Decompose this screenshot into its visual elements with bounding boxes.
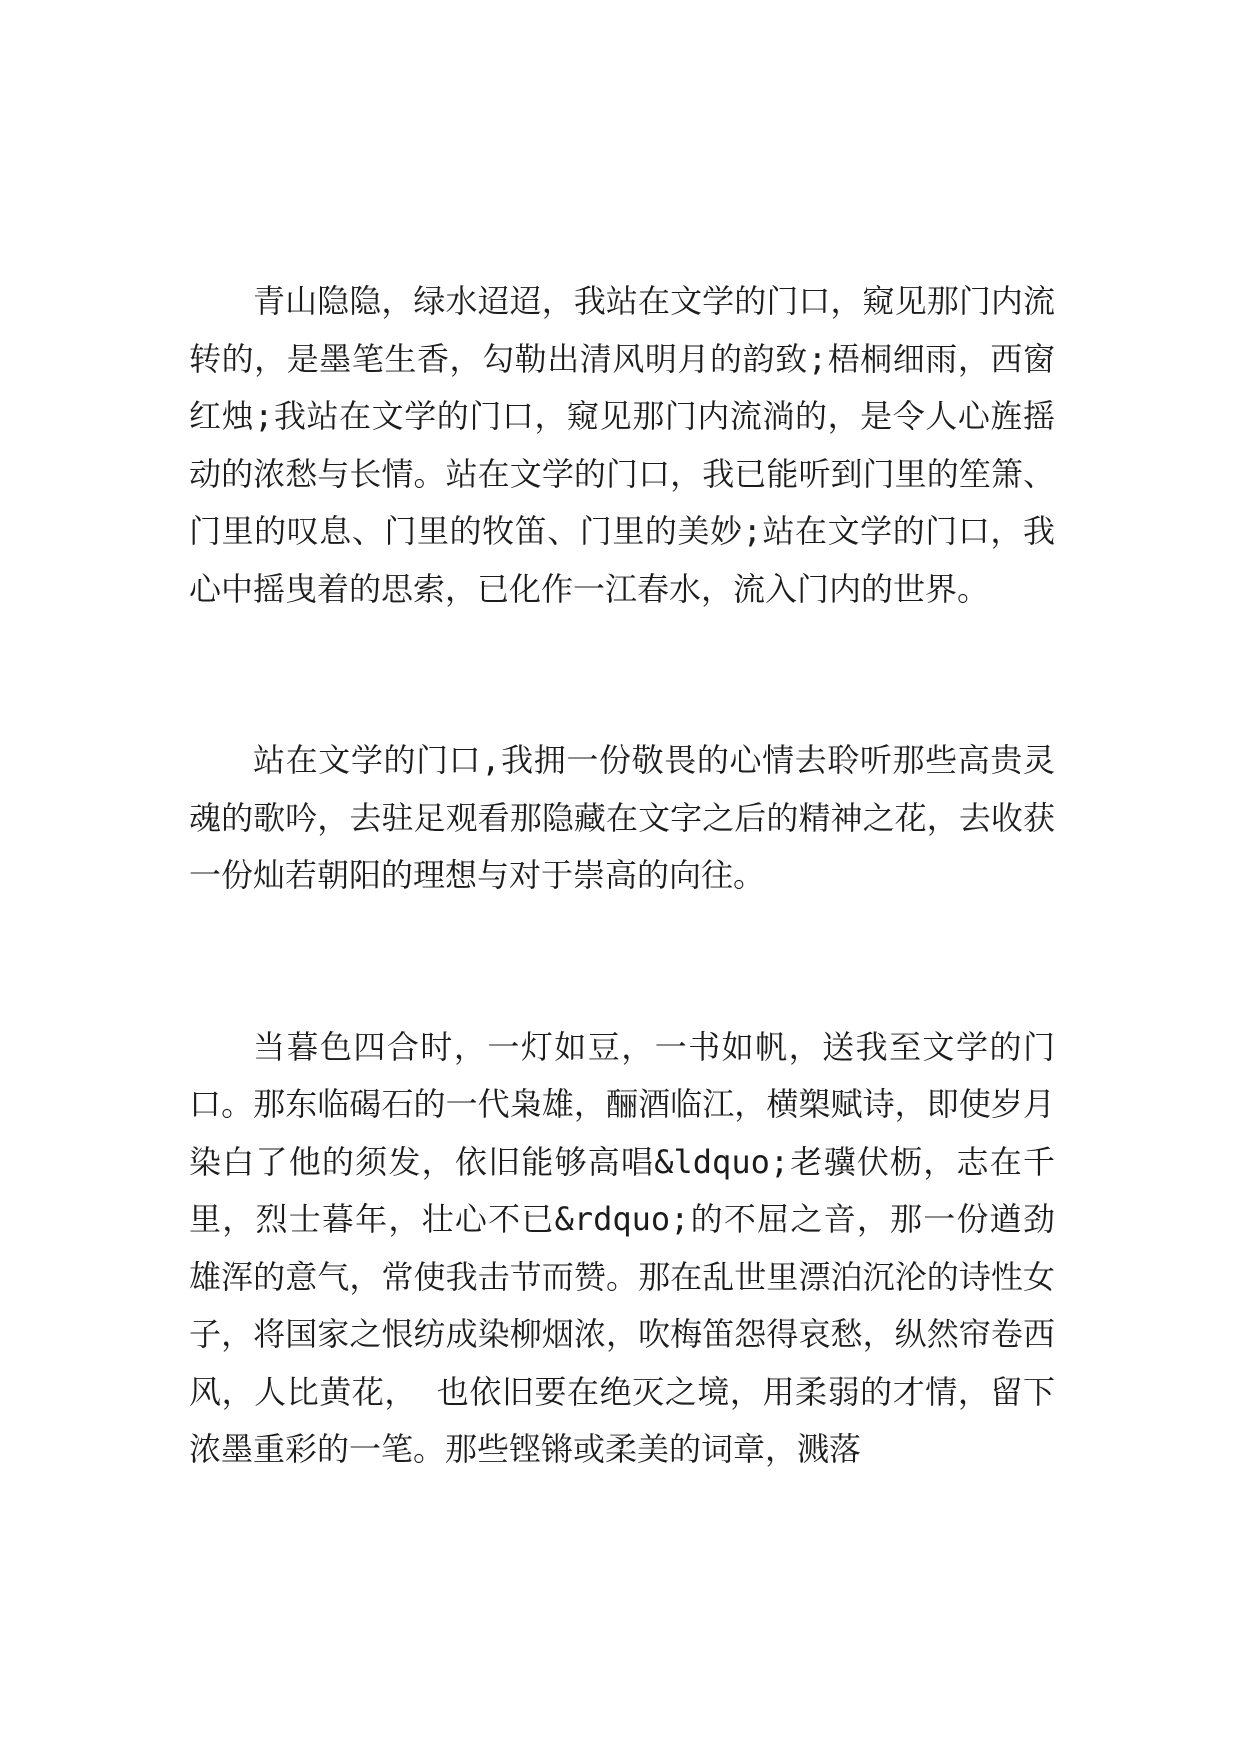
- paragraph-1: 青山隐隐，绿水迢迢，我站在文学的门口，窥见那门内流转的，是墨笔生香，勾勒出清风明月的韵致;梧桐细雨，西窗红烛;我站在文学的门口，窥见那门内流淌的，是令人心旌摇动的浓愁与长情。站在文学的门口，我已能听到门里的笙箫、门里的叹息、门里的牧笛、门里的美妙;站在文学的门口，我心中摇曳着的思索，已化作一江春水，流入门内的世界。: [189, 282, 1055, 608]
- document-body: [189, 273, 1055, 1479]
- paragraph-2: 站在文学的门口,我拥一份敬畏的心情去聆听那些高贵灵魂的歌吟，去驻足观看那隐藏在文字之后的精神之花，去收获一份灿若朝阳的理想与对于崇高的向往。: [189, 741, 1055, 894]
- paragraph-3: 当暮色四合时，一灯如豆，一书如帆，送我至文学的门口。那东临碣石的一代枭雄，酾酒临江，横槊赋诗，即使岁月染白了他的须发，依旧能够高唱&ldquo;老骥伏枥，志在千里，烈士暮年，壮心不已&rdquo;的不屈之音，那一份遒劲雄浑的意气，常使我击节而赞。那在乱世里漂泊沉沦的诗性女子，将国家之恨纺成染柳烟浓，吹梅笛怨得哀愁，纵然帘卷西风，人比黄花， 也依旧要在绝灭之境，用柔弱的才情，留下浓墨重彩的一笔。那些铿锵或柔美的词章，溅落: [189, 1027, 1055, 1468]
